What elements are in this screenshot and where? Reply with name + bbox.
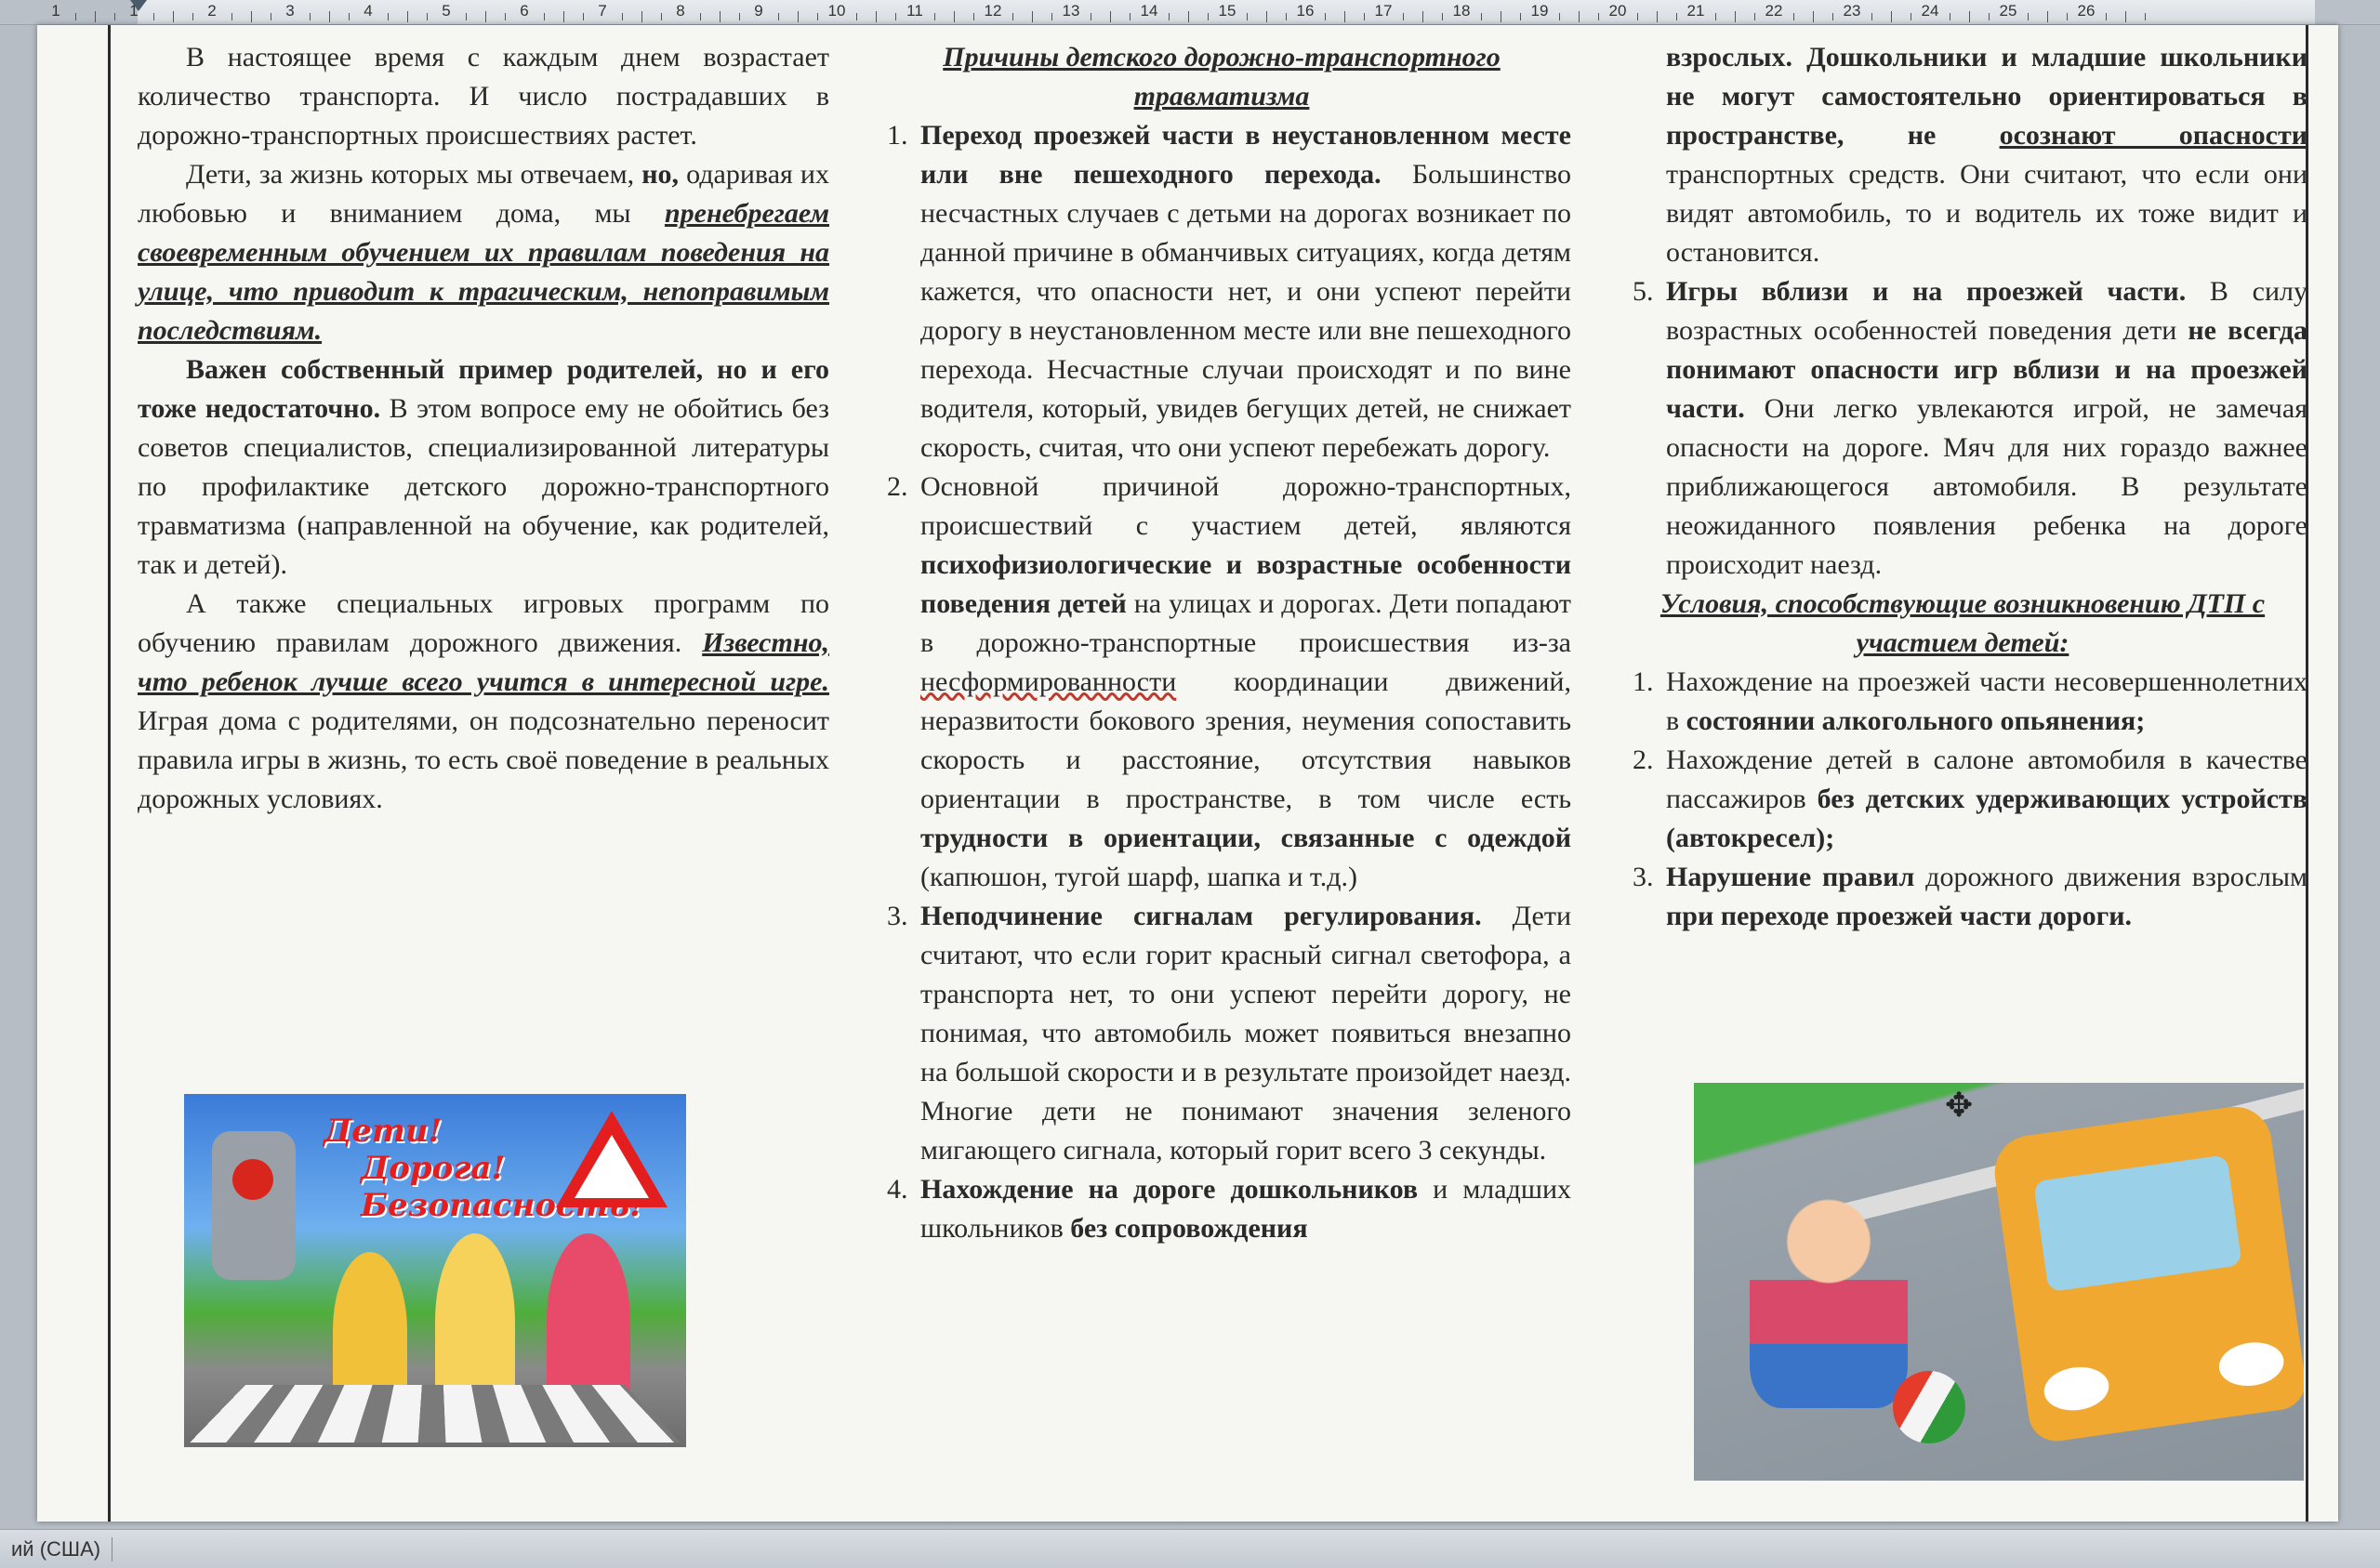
ruler-tick xyxy=(1247,13,1248,20)
ruler-tick xyxy=(173,11,174,22)
list-item: 2. Нахождение детей в салоне автомобиля в качестве пассажиров без детских удерживающих устройств (автокресел); xyxy=(1660,741,2307,858)
ruler-tick xyxy=(153,13,154,20)
ruler-number: 2 xyxy=(207,2,217,20)
document-page[interactable] xyxy=(37,25,2338,1522)
conditions-list xyxy=(1618,663,2307,936)
ruler-tick xyxy=(817,13,818,20)
traffic-light-character xyxy=(212,1131,296,1280)
ruler-tick xyxy=(1637,13,1638,20)
horizontal-ruler[interactable] xyxy=(0,0,2380,25)
ruler-tick xyxy=(1579,11,1580,22)
ruler-tick xyxy=(1325,13,1326,20)
ruler-tick xyxy=(485,11,486,22)
list-item: 2. Основной причиной дорожно-транспортных, происшествий с участием детей, являются психофизиологические и возрастные особенности поведения детей на улицах и дорогах. Дети попадают в дорожно-транспортные происшествия из-за несформированности координации движений, неразвитости бокового зрения, неумения сопоставить скорость и расстояние, отсутствия навыков ориентации в пространстве, в том числе есть трудности в ориентации, связанные с одеждой (капюшон, тугой шарф, шапка и т.д.) xyxy=(915,468,1571,897)
causes-list xyxy=(872,116,1571,1248)
ruler-number: 8 xyxy=(676,2,685,20)
ruler-tick xyxy=(2028,13,2029,20)
ruler-tick xyxy=(251,11,252,22)
crosswalk xyxy=(190,1385,681,1443)
ruler-tick xyxy=(700,13,701,20)
ruler-tick xyxy=(1422,11,1423,22)
ruler-number: 17 xyxy=(1374,2,1393,20)
ruler-tick xyxy=(1989,13,1990,20)
ruler-tick xyxy=(2145,13,2146,20)
ruler-tick xyxy=(583,13,584,20)
ruler-tick xyxy=(114,13,115,20)
ruler-number: 5 xyxy=(442,2,451,20)
ruler-tick xyxy=(934,13,935,20)
ruler-tick xyxy=(1832,13,1833,20)
column-1[interactable] xyxy=(138,38,829,819)
ruler-tick xyxy=(1735,11,1736,22)
ruler-number: 1 xyxy=(129,2,139,20)
ruler-number: 3 xyxy=(285,2,295,20)
ruler-tick xyxy=(231,13,232,20)
ruler-tick xyxy=(1012,13,1013,20)
ruler-number: 14 xyxy=(1140,2,1158,20)
section-heading: Условия, способствующие возникновению ДТП с участием детей: xyxy=(1659,588,2266,658)
ruler-number: 21 xyxy=(1686,2,1705,20)
ruler-tick xyxy=(388,13,389,20)
ruler-tick xyxy=(2106,13,2107,20)
ruler-right-margin xyxy=(2315,0,2380,24)
ruler-tick xyxy=(192,13,193,20)
ruler-number: 22 xyxy=(1765,2,1783,20)
ruler-number: 24 xyxy=(1921,2,1939,20)
illustration-children-road-safety[interactable] xyxy=(184,1094,686,1447)
section-heading: Причины детского дорожно-транспортного травматизма xyxy=(943,42,1501,112)
ruler-number: 11 xyxy=(906,2,923,20)
ruler-tick xyxy=(1110,11,1111,22)
ruler-tick xyxy=(2125,11,2126,22)
ruler-tick xyxy=(563,11,564,22)
ruler-tick xyxy=(1969,11,1970,22)
ruler-tick xyxy=(1442,13,1443,20)
ruler-number: 26 xyxy=(2077,2,2096,20)
ruler-tick xyxy=(505,13,506,20)
ruler-tick xyxy=(329,11,330,22)
ruler-tick xyxy=(1032,11,1033,22)
ruler-tick xyxy=(739,13,740,20)
column-2[interactable] xyxy=(872,38,1571,1248)
spellcheck-word[interactable]: несформированности xyxy=(920,666,1177,697)
list-item: 3. Нарушение правил дорожного движения взрослым при переходе проезжей части дороги. xyxy=(1660,858,2307,936)
ruler-tick xyxy=(1754,13,1755,20)
ruler-number: 18 xyxy=(1452,2,1471,20)
ruler-tick xyxy=(895,13,896,20)
ruler-tick xyxy=(1676,13,1677,20)
ruler-tick xyxy=(1793,13,1794,20)
move-cursor-icon: ✥ xyxy=(1945,1087,1974,1125)
paragraph: взрослых. Дошкольники и младшие школьники не могут самостоятельно ориентироваться в пространстве, не осознают опасности транспортных средств. Они считают, что если они видят автомобиль, то и водитель их тоже видит и остановится. xyxy=(1666,42,2307,268)
ruler-tick xyxy=(349,13,350,20)
ruler-tick xyxy=(876,11,877,22)
causes-list-continued xyxy=(1618,272,2307,585)
paragraph: А также специальных игровых программ по обучению правилам дорожного движения. Известно, что ребенок лучше всего учится в интересной игре. Играя дома с родителями, он подсознательно переносит правила игры в жизнь, то есть своё поведение в реальных дорожных условиях. xyxy=(138,588,829,814)
ruler-number: 20 xyxy=(1608,2,1627,20)
illustration-headline: Дети! Дорога! Безопасность! xyxy=(324,1113,644,1224)
ruler-tick xyxy=(310,13,311,20)
ruler-tick xyxy=(1208,13,1209,20)
warning-sign-icon xyxy=(556,1111,668,1207)
ruler-tick xyxy=(720,11,721,22)
ruler-tick xyxy=(1715,13,1716,20)
ruler-number: 19 xyxy=(1530,2,1549,20)
ruler-tick xyxy=(1657,11,1658,22)
ruler-tick xyxy=(95,11,96,22)
ruler-tick xyxy=(1891,11,1892,22)
child-figure xyxy=(547,1233,630,1410)
page-margin-left-line xyxy=(108,25,111,1522)
ruler-number: 9 xyxy=(754,2,763,20)
ruler-tick xyxy=(1364,13,1365,20)
child-figure xyxy=(435,1233,515,1410)
ruler-tick xyxy=(1051,13,1052,20)
ruler-tick xyxy=(954,11,955,22)
ruler-tick xyxy=(1559,13,1560,20)
ruler-number: 13 xyxy=(1062,2,1080,20)
ruler-number: 23 xyxy=(1843,2,1861,20)
ruler-tick xyxy=(1344,11,1345,22)
ruler-number: 6 xyxy=(520,2,529,20)
ruler-number: 25 xyxy=(1999,2,2017,20)
ruler-tick xyxy=(1169,13,1170,20)
ruler-tick xyxy=(407,11,408,22)
ruler-tick xyxy=(427,13,428,20)
list-item: 4. Нахождение на дороге дошкольников и младших школьников без сопровождения xyxy=(915,1170,1571,1248)
document-workspace[interactable] xyxy=(0,25,2380,1529)
list-item: 1. Нахождение на проезжей части несовершеннолетних в состоянии алкогольного опьянения; xyxy=(1660,663,2307,741)
ruler-number: 1 xyxy=(51,2,60,20)
column-3[interactable] xyxy=(1618,38,2307,936)
ruler-tick xyxy=(856,13,857,20)
paragraph: Важен собственный пример родителей, но и его тоже недостаточно. В этом вопросе ему не обойтись без советов специалистов, специализированной литературы по профилактике детского дорожно-транспортного травматизма (направленной на обучение, как родителей, так и детей). xyxy=(138,354,829,580)
ruler-number: 15 xyxy=(1218,2,1236,20)
ruler-tick xyxy=(641,11,642,22)
ruler-tick xyxy=(1813,11,1814,22)
language-indicator[interactable]: ий (США) xyxy=(0,1537,112,1561)
ruler-tick xyxy=(661,13,662,20)
paragraph: Дети, за жизнь которых мы отвечаем, но, одаривая их любовью и вниманием дома, мы пренебрегаем своевременным обучением их правилам поведения на улице, что приводит к трагическим, непоправимым последствиям. xyxy=(138,159,829,346)
ruler-tick xyxy=(622,13,623,20)
ruler-tick xyxy=(1188,11,1189,22)
paragraph: В настоящее время с каждым днем возрастает количество транспорта. И число пострадавших в дорожно-транспортных происшествиях растет. xyxy=(138,42,829,151)
ball-icon xyxy=(1893,1371,1965,1443)
ruler-tick xyxy=(1520,13,1521,20)
ruler-tick xyxy=(798,11,799,22)
ruler-number: 10 xyxy=(827,2,846,20)
ruler-tick xyxy=(1871,13,1872,20)
ruler-tick xyxy=(1286,13,1287,20)
ruler-number: 4 xyxy=(364,2,373,20)
ruler-number: 16 xyxy=(1296,2,1315,20)
ruler-tick xyxy=(544,13,545,20)
ruler-tick xyxy=(2067,13,2068,20)
ruler-tick xyxy=(1481,13,1482,20)
illustration-child-ball-car[interactable] xyxy=(1694,1083,2304,1481)
ruler-tick xyxy=(2047,11,2048,22)
ruler-tick xyxy=(1598,13,1599,20)
list-item: 3. Неподчинение сигналам регулирования. Дети считают, что если горит красный сигнал светофора, а транспорта нет, то они успеют перейти дорогу, не понимая, что автомобиль может появиться внезапно на большой скорости и в результате произойдет наезд. Многие дети не понимают значения зеленого мигающего сигнала, который горит всего 3 секунды. xyxy=(915,897,1571,1170)
ruler-number: 12 xyxy=(984,2,1002,20)
ruler-tick xyxy=(973,13,974,20)
ruler-tick xyxy=(1266,11,1267,22)
ruler-tick xyxy=(1403,13,1404,20)
ruler-number: 7 xyxy=(598,2,607,20)
status-bar xyxy=(0,1529,2380,1568)
ruler-tick xyxy=(778,13,779,20)
list-item: 1. Переход проезжей части в неустановленном месте или вне пешеходного перехода. Большинство несчастных случаев с детьми на дорогах возникает по данной причине в обманчивых ситуациях, когда детям кажется, что опасности нет, и они успеют перейти дорогу в неустановленном месте или вне пешеходного перехода. Несчастные случаи происходят и по вине водителя, который, увидев бегущих детей, не снижает скорость, считая, что они успеют перебежать дорогу. xyxy=(915,116,1571,468)
child-figure xyxy=(1750,1194,1908,1408)
car-icon xyxy=(1990,1102,2304,1445)
ruler-left-margin xyxy=(0,0,138,24)
ruler-tick xyxy=(75,13,76,20)
ruler-tick xyxy=(466,13,467,20)
list-item: 5. Игры вблизи и на проезжей части. В силу возрастных особенностей поведения дети не всегда понимают опасности игр вблизи и на проезжей части. Они легко увлекаются игрой, не замечая опасности на дороге. Мяч для них гораздо важнее приближающегося автомобиля. В результате неожиданного появления ребенка на дороге происходит наезд. xyxy=(1660,272,2307,585)
